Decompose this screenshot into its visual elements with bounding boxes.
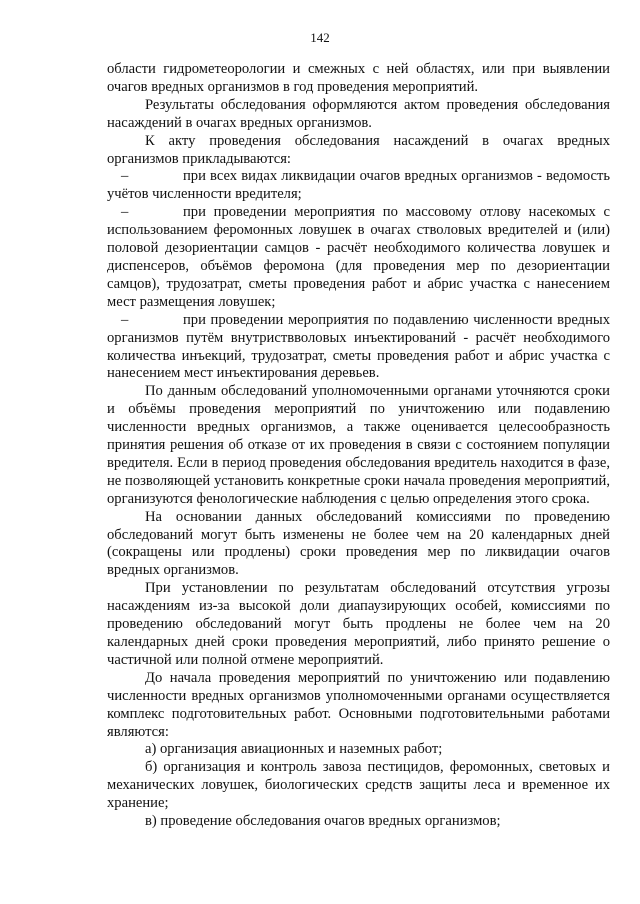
paragraph-continuation: области гидрометеорологии и смежных с ней областях, или при выявлении очагов вредных организмов в год проведения мероприятий. xyxy=(107,61,610,95)
paragraph-no-threat: При установлении по результатам обследований отсутствия угрозы насаждениям из-за высокой доли диапаузирующих особей, комиссиями по проведению обследований могут быть продлены не более чем на 20 календарных дней сроки проведения мероприятий, либо принято решение о частичной или полной отмене мероприятий. xyxy=(107,580,610,668)
paragraph-survey-data: По данным обследований уполномоченными органами уточняются сроки и объёмы проведения мероприятий по уничтожению или подавлению численности вредных организмов, а также оценивается целесообразность принятия решения об отказе от их проведения в связи с состоянием популяции вредителя. Если в период проведения обследования вредитель находится в фазе, не позволяющей установить конкретные сроки начала проведения мероприятий, организуются фенологические наблюдения с целью определения этого срока. xyxy=(107,383,610,507)
list-item-text: при проведении мероприятия по подавлению численности вредных организмов путём внутриствволовых инъектирований - расчёт необходимого количества инъекций, трудозатрат, сметы проведения работ и абрис участка с нанесением мест инъектирования деревьев. xyxy=(107,311,610,382)
dash-marker: – xyxy=(121,204,129,221)
paragraph-results: Результаты обследования оформляются актом проведения обследования насаждений в очагах вредных организмов. xyxy=(107,96,610,131)
list-item xyxy=(107,168,610,204)
list-item-b: б) организация и контроль завоза пестицидов, феромонных, световых и механических ловушек, биологических средств защиты леса и временное их хранение; xyxy=(107,759,610,812)
list-item xyxy=(107,204,610,311)
page-body xyxy=(107,61,610,831)
paragraph-preparatory-works: До начала проведения мероприятий по уничтожению или подавлению численности вредных организмов уполномоченными органами осуществляется комплекс подготовительных работ. Основными подготовительными работами являются: xyxy=(107,669,610,740)
list-item-text: при всех видах ликвидации очагов вредных организмов - ведомость учётов численности вредителя; xyxy=(107,168,610,203)
dash-marker: – xyxy=(121,168,129,185)
dash-marker: – xyxy=(121,311,129,328)
list-item-text: при проведении мероприятия по массовому отлову насекомых с использованием феромонных ловушек в очагах стволовых вредителей и (или) половой дезориентации самцов - расчёт необходимого количества ловушек и диспенсеров, объёмов феромона (для проведения мер по дезориентации самцов), трудозатрат, сметы проведения работ и абрис участка с нанесением мест размещения ловушек; xyxy=(107,204,610,310)
list-item-a: а) организация авиационных и наземных работ; xyxy=(145,741,443,758)
list-item-c: в) проведение обследования очагов вредных организмов; xyxy=(145,813,501,830)
page-number: 142 xyxy=(310,30,330,45)
list-item xyxy=(107,312,610,384)
paragraph-act-attachments: К акту проведения обследования насаждений в очагах вредных организмов прикладываются: xyxy=(107,132,610,167)
paragraph-commission-changes: На основании данных обследований комиссиями по проведению обследований могут быть изменены не более чем на 20 календарных дней (сокращены или продлены) сроки проведения мер по ликвидации очагов вредных организмов. xyxy=(107,508,610,579)
